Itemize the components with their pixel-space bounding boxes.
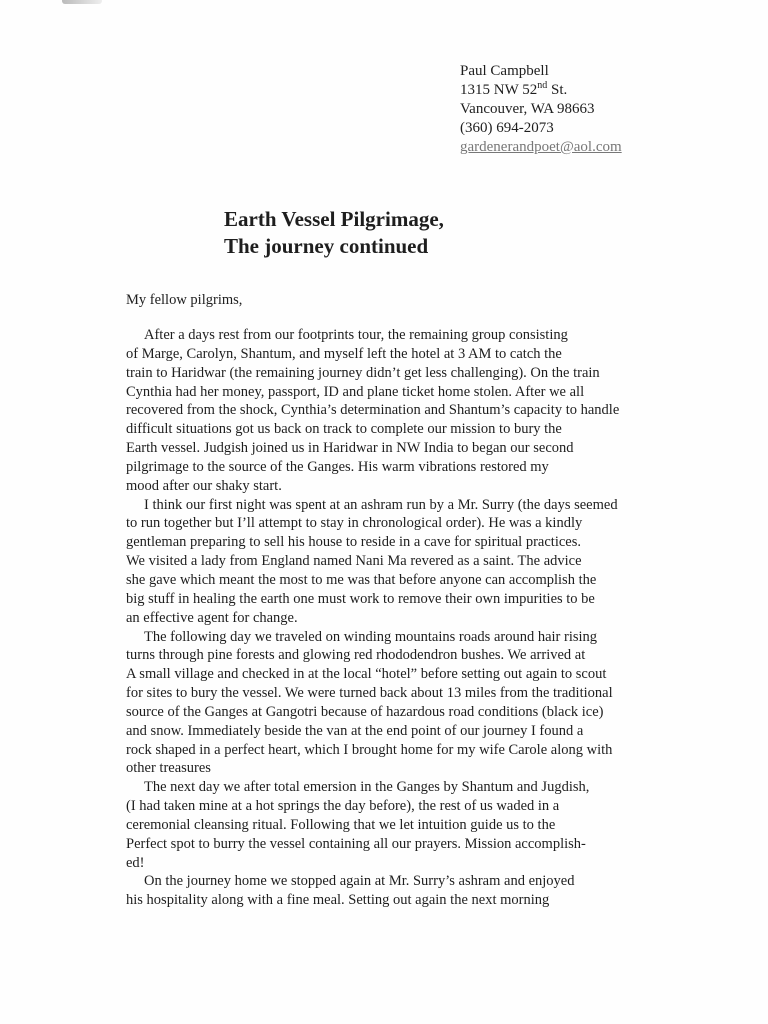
sender-name: Paul Campbell	[460, 63, 549, 79]
sender-street	[460, 81, 750, 100]
street-suffix: St.	[547, 82, 568, 98]
body-line: source of the Ganges at Gangotri because of hazardous road conditions (black ice)	[126, 703, 604, 720]
body-line: ed!	[126, 854, 145, 871]
body-line: (I had taken mine at a hot springs the day before), the rest of us waded in a	[126, 798, 560, 815]
body-line: ceremonial cleansing ritual. Following that we let intuition guide us to the	[126, 816, 556, 833]
body-line: and snow. Immediately beside the van at the end point of our journey I found a	[126, 722, 584, 739]
body-line: I think our first night was spent at an ashram run by a Mr. Surry (the days seemed	[144, 496, 618, 513]
body-line: to run together but I’ll attempt to stay in chronological order). He was a kindly	[126, 515, 583, 532]
body-line: We visited a lady from England named Nani Ma revered as a saint. The advice	[126, 553, 582, 570]
scan-edge-mark	[62, 0, 102, 4]
body-line: gentleman preparing to sell his house to reside in a cave for spiritual practices.	[126, 534, 581, 551]
title-line-2: The journey continued	[224, 234, 429, 258]
body-line: Cynthia had her money, passport, ID and plane ticket home stolen. After we all	[126, 383, 585, 400]
body-line: for sites to bury the vessel. We were turned back about 13 miles from the traditional	[126, 685, 613, 702]
body-line: After a days rest from our footprints tour, the remaining group consisting	[144, 327, 568, 343]
title-line-1: Earth Vessel Pilgrimage,	[224, 207, 444, 231]
body-line: A small village and checked in at the local “hotel” before setting out again to scout	[126, 666, 607, 683]
body-line: an effective agent for change.	[126, 609, 298, 626]
document-title	[224, 206, 624, 260]
body-line: The following day we traveled on winding mountains roads around hair rising	[144, 628, 598, 645]
body-line: The next day we after total emersion in the Ganges by Shantum and Jugdish,	[144, 779, 590, 796]
body-line: On the journey home we stopped again at Mr. Surry’s ashram and enjoyed	[144, 873, 575, 890]
body-line: she gave which meant the most to me was that before anyone can accomplish the	[126, 571, 597, 588]
body-line: turns through pine forests and glowing red rhododendron bushes. We arrived at	[126, 647, 586, 664]
body-line: other treasures	[126, 760, 211, 777]
body-line: big stuff in healing the earth one must work to remove their own impurities to be	[126, 590, 595, 607]
body-line: of Marge, Carolyn, Shantum, and myself left the hotel at 3 AM to catch the	[126, 345, 562, 362]
body-line: rock shaped in a perfect heart, which I brought home for my wife Carole along with	[126, 741, 613, 758]
letter-body	[126, 326, 666, 910]
body-line: mood after our shaky start.	[126, 477, 282, 494]
sender-phone: (360) 694-2073	[460, 120, 554, 136]
body-line: train to Haridwar (the remaining journey didn’t get less challenging). On the train	[126, 364, 600, 381]
sender-address-block	[460, 62, 750, 157]
body-line: recovered from the shock, Cynthia’s determination and Shantum’s capacity to handle	[126, 402, 620, 419]
body-line: pilgrimage to the source of the Ganges. His warm vibrations restored my	[126, 458, 549, 475]
street-ordinal: nd	[537, 80, 548, 91]
body-line: his hospitality along with a fine meal. Setting out again the next morning	[126, 892, 550, 909]
body-line: Earth vessel. Judgish joined us in Haridwar in NW India to began our second	[126, 440, 574, 457]
street-number: 1315 NW 52	[460, 82, 538, 98]
body-line: Perfect spot to burry the vessel containing all our prayers. Mission accomplish-	[126, 835, 586, 852]
body-line: difficult situations got us back on track to complete our mission to bury the	[126, 421, 562, 438]
salutation: My fellow pilgrims,	[126, 292, 243, 308]
sender-email: gardenerandpoet@aol.com	[460, 139, 622, 155]
sender-city: Vancouver, WA 98663	[460, 101, 595, 117]
